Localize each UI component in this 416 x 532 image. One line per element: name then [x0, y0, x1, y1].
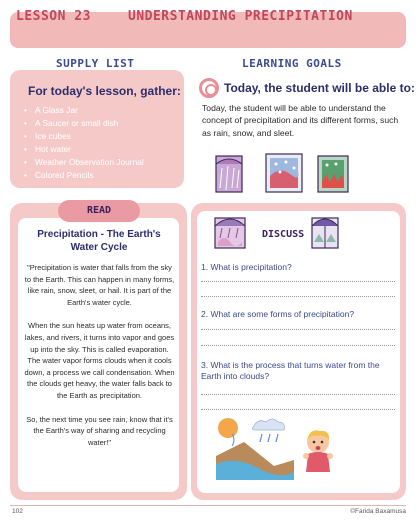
snow-window-icon	[310, 212, 340, 250]
weather-windows-illustration	[214, 152, 364, 196]
supply-intro: For today's lesson, gather:	[28, 84, 181, 98]
supply-heading: SUPPLY LIST	[56, 57, 135, 70]
list-item: • Hot water	[24, 143, 184, 156]
target-icon	[199, 78, 219, 98]
list-item: • A Glass Jar	[24, 104, 184, 117]
list-item: • Colored Pencils	[24, 169, 184, 182]
goals-subheading: Today, the student will be able to:	[224, 81, 415, 95]
read-label: READ	[86, 205, 112, 216]
child-icon	[300, 428, 336, 476]
discuss-label: DISCUSS	[262, 229, 305, 240]
answer-line[interactable]	[201, 329, 395, 330]
footer-divider	[10, 505, 406, 506]
credit-text: ©Farida Baxamusa	[350, 508, 406, 515]
read-body	[23, 262, 176, 448]
hail-window-icon	[318, 156, 348, 192]
goals-heading: LEARNING GOALS	[242, 57, 342, 70]
answer-line[interactable]	[201, 296, 395, 297]
read-title: Precipitation - The Earth's Water Cycle	[37, 229, 161, 253]
supply-list	[24, 104, 184, 182]
snow-window-icon	[266, 154, 302, 192]
lesson-number: LESSON 23	[16, 9, 91, 24]
page-title: UNDERSTANDING PRECIPITATION	[128, 9, 353, 24]
question-3: 3. What is the process that turns water from the Earth into clouds?	[201, 360, 380, 381]
answer-line[interactable]	[201, 345, 395, 346]
rain-window-icon	[212, 212, 248, 250]
answer-line[interactable]	[201, 394, 395, 395]
answer-line[interactable]	[201, 409, 395, 410]
list-item: • Ice cubes	[24, 130, 184, 143]
page-number: 102	[12, 508, 23, 515]
question-2: 2. What are some forms of precipitation?	[201, 309, 355, 319]
read-paragraph: When the sun heats up water from oceans, lakes, and rivers, it turns into vapor and goes up into the sky. This is called evaporation. The water vapor forms clouds when it cools down, a process we call condensation. When the clouds get heavy, the water falls back to the Earth as precipitation.	[24, 321, 175, 400]
read-paragraph: "Precipitation is water that falls from the sky to the Earth. This can happen in many forms, like rain, snow, sleet, or hail. It is part of the Earth's water cycle.	[24, 263, 175, 307]
list-item: • Weather Observation Journal	[24, 156, 184, 169]
list-item: • A Saucer or small dish	[24, 117, 184, 130]
answer-line[interactable]	[201, 281, 395, 282]
read-paragraph: So, the next time you see rain, know that it's the Earth's way of sharing and recycling water!"	[26, 414, 173, 447]
goals-text: Today, the student will be able to understand the concept of precipitation and its different forms, such as rain, snow, and sleet.	[202, 103, 399, 138]
rain-window-icon	[216, 156, 242, 192]
water-cycle-icon	[214, 416, 296, 482]
question-1: 1. What is precipitation?	[201, 262, 292, 272]
